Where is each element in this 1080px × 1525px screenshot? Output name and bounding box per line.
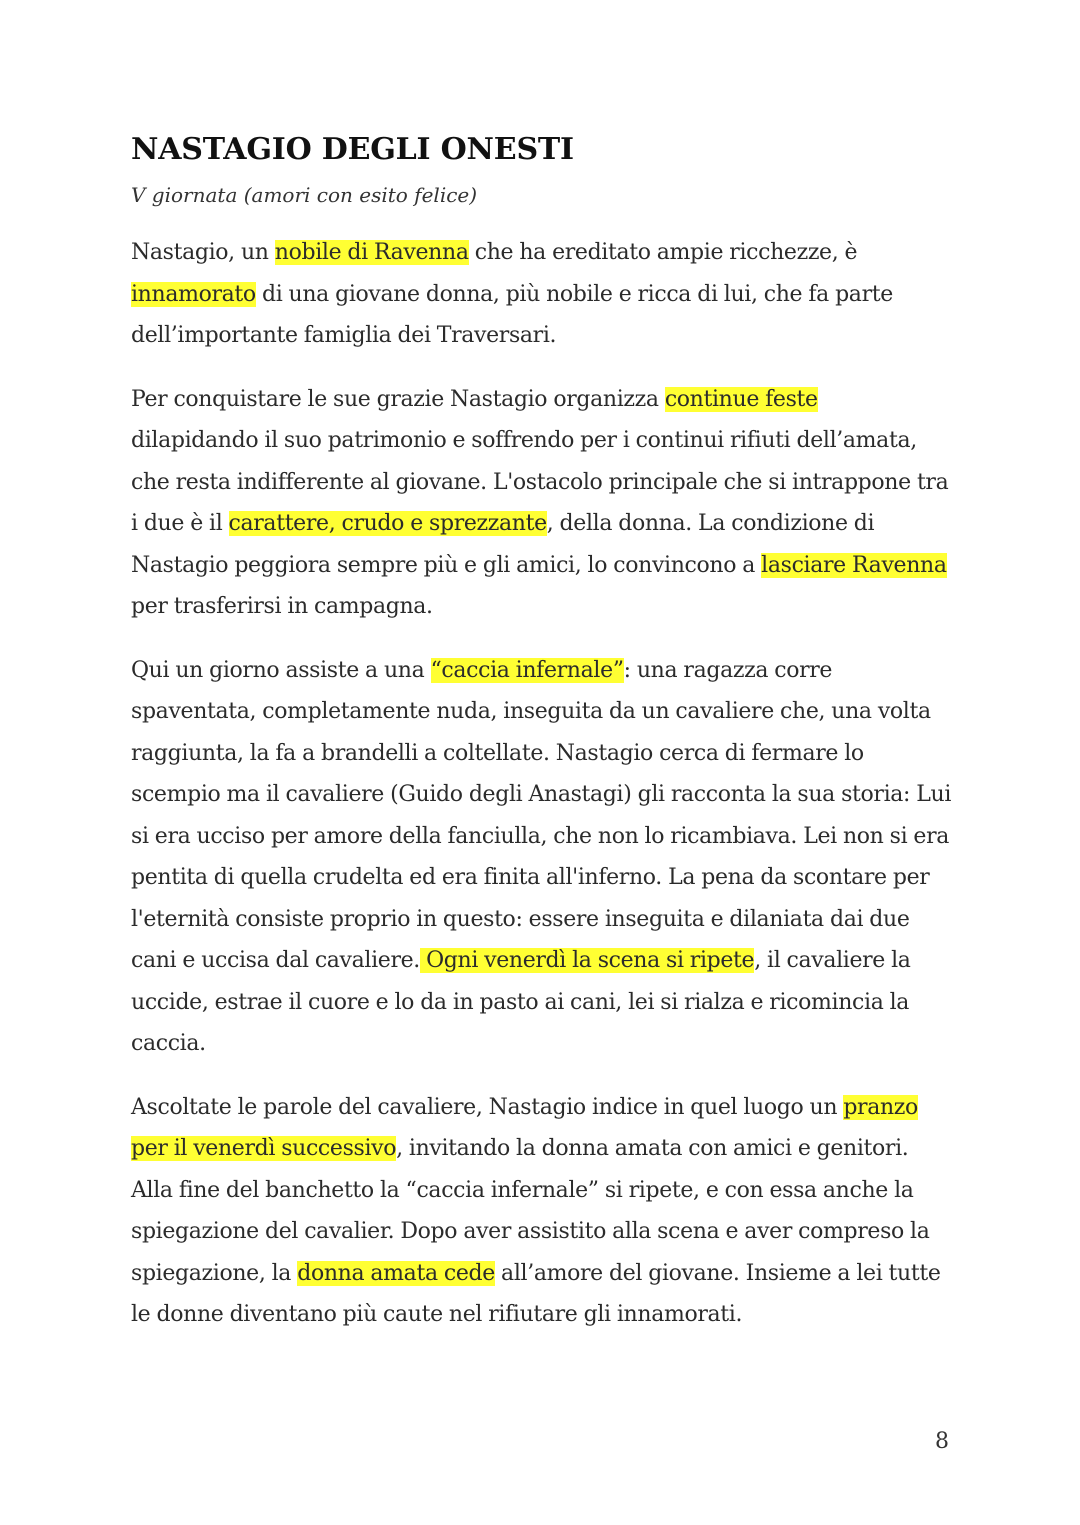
text-segment: , invitando la donna amata con amici e genitori. Alla fine del banchetto la “caccia infernale” si ripete, e con essa anche la spiegazione del cavalier. Dopo aver assistito alla scena e aver compreso la spiegazione, la: [131, 1136, 930, 1286]
text-segment: Qui un giorno assiste a una: [131, 657, 431, 683]
text-segment: di una giovane donna, più nobile e ricca di lui, che fa parte dell’importante famiglia dei Traversari.: [131, 281, 893, 348]
text-segment: , il cavaliere la uccide, estrae il cuore e lo da in pasto ai cani, lei si rialza e ricomincia la caccia.: [131, 948, 911, 1056]
highlighted-text: carattere, crudo e sprezzante: [228, 511, 547, 536]
text-segment: che ha ereditato ampie ricchezze, è: [468, 240, 858, 265]
paragraph-3: [131, 650, 951, 1065]
highlighted-text: Ogni venerdì la scena si ripete: [419, 948, 755, 973]
highlighted-text: lasciare Ravenna: [761, 552, 947, 578]
text-segment: per trasferirsi in campagna.: [131, 594, 433, 619]
text-segment: Nastagio, un: [131, 240, 275, 265]
highlighted-text: nobile di Ravenna: [274, 240, 469, 265]
document-page: [131, 128, 951, 1358]
text-segment: , della donna. La condizione di Nastagio peggiora sempre più e gli amici, lo convincono a: [131, 511, 875, 578]
highlighted-text: continue feste: [664, 386, 818, 412]
paragraph-2: [131, 379, 951, 628]
subtitle: V giornata (amori con esito felice): [131, 183, 478, 207]
text-segment: : una ragazza corre spaventata, completamente nuda, inseguita da un cavaliere che, una volta raggiunta, la fa a brandelli a coltellate. Nastagio cerca di fermare lo scempio ma il cavaliere (Guido degli Anastagi) gli racconta la sua storia: Lui si era ucciso per amore della fanciulla, che non lo ricambiava. Lei non si era pentita di quella crudelta ed era finita all'inferno. La pena da scontare per l'eternità consiste proprio in questo: essere inseguita e dilaniata dai due cani e uccisa dal cavaliere.: [131, 657, 952, 973]
paragraph-1: [131, 232, 951, 357]
paragraph-4: [131, 1087, 951, 1336]
highlighted-text: donna amata cede: [297, 1260, 495, 1286]
text-segment: Ascoltate le parole del cavaliere, Nastagio indice in quel luogo un: [131, 1094, 844, 1120]
page-number: 8: [935, 1429, 949, 1454]
highlighted-text: “caccia infernale”: [430, 657, 624, 683]
page-title: NASTAGIO DEGLI ONESTI: [131, 132, 574, 167]
highlighted-text: innamorato: [131, 281, 256, 307]
text-segment: all’amore del giovane. Insieme a lei tutte le donne diventano più caute nel rifiutare gli innamorati.: [131, 1260, 941, 1327]
text-segment: dilapidando il suo patrimonio e soffrendo per i continui rifiuti dell’amata, che resta indifferente al giovane. L'ostacolo principale che si intrappone tra i due è il: [131, 428, 949, 536]
highlighted-text: pranzo per il venerdì successivo: [131, 1094, 918, 1161]
text-segment: Per conquistare le sue grazie Nastagio organizza: [131, 386, 665, 412]
